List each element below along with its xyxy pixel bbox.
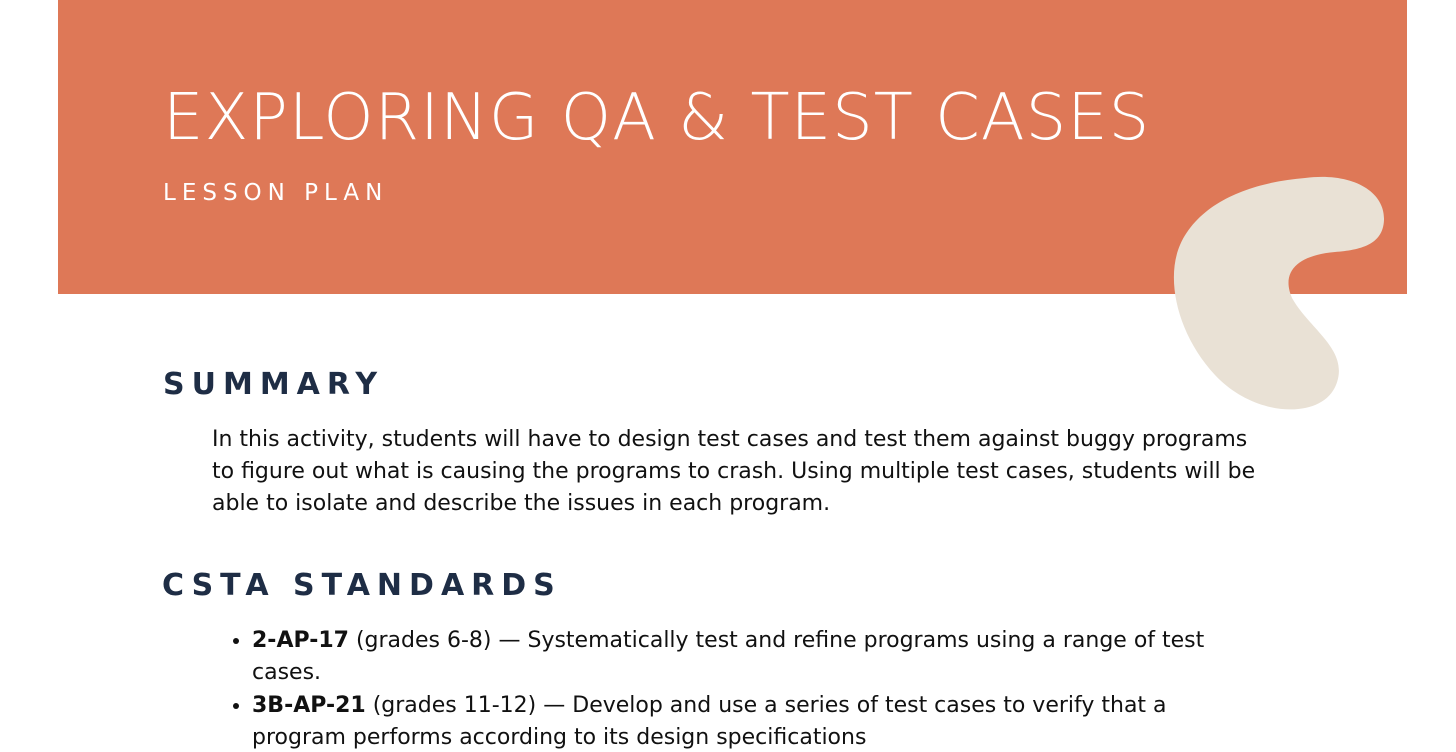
standard-grades: (grades 6-8) —	[348, 628, 528, 653]
list-item	[252, 689, 1262, 752]
standard-code: 3B-AP-21	[252, 693, 366, 718]
page-title: EXPLORING QA & TEST CASES	[163, 81, 1151, 155]
decorative-blob-shape	[1160, 170, 1400, 420]
list-item	[252, 624, 1262, 689]
standard-grades: (grades 11-12) —	[365, 693, 573, 718]
summary-heading: SUMMARY	[163, 367, 385, 402]
csta-standards-heading: CSTA STANDARDS	[162, 568, 562, 603]
summary-paragraph: In this activity, students will have to design test cases and test them against buggy programs to figure out what is causing the programs to crash. Using multiple test cases, students will be able to isolate and describe the issues in each program.	[212, 427, 1256, 516]
page-subtitle: LESSON PLAN	[163, 180, 389, 206]
standard-description: Develop and use a series of test cases to verify that a program performs according to its design specifications	[252, 693, 1167, 750]
standard-description: Systematically test and refine programs using a range of test cases.	[252, 628, 1205, 685]
blob-path	[1174, 177, 1384, 410]
standards-list	[228, 624, 1262, 752]
standard-code: 2-AP-17	[252, 628, 349, 653]
